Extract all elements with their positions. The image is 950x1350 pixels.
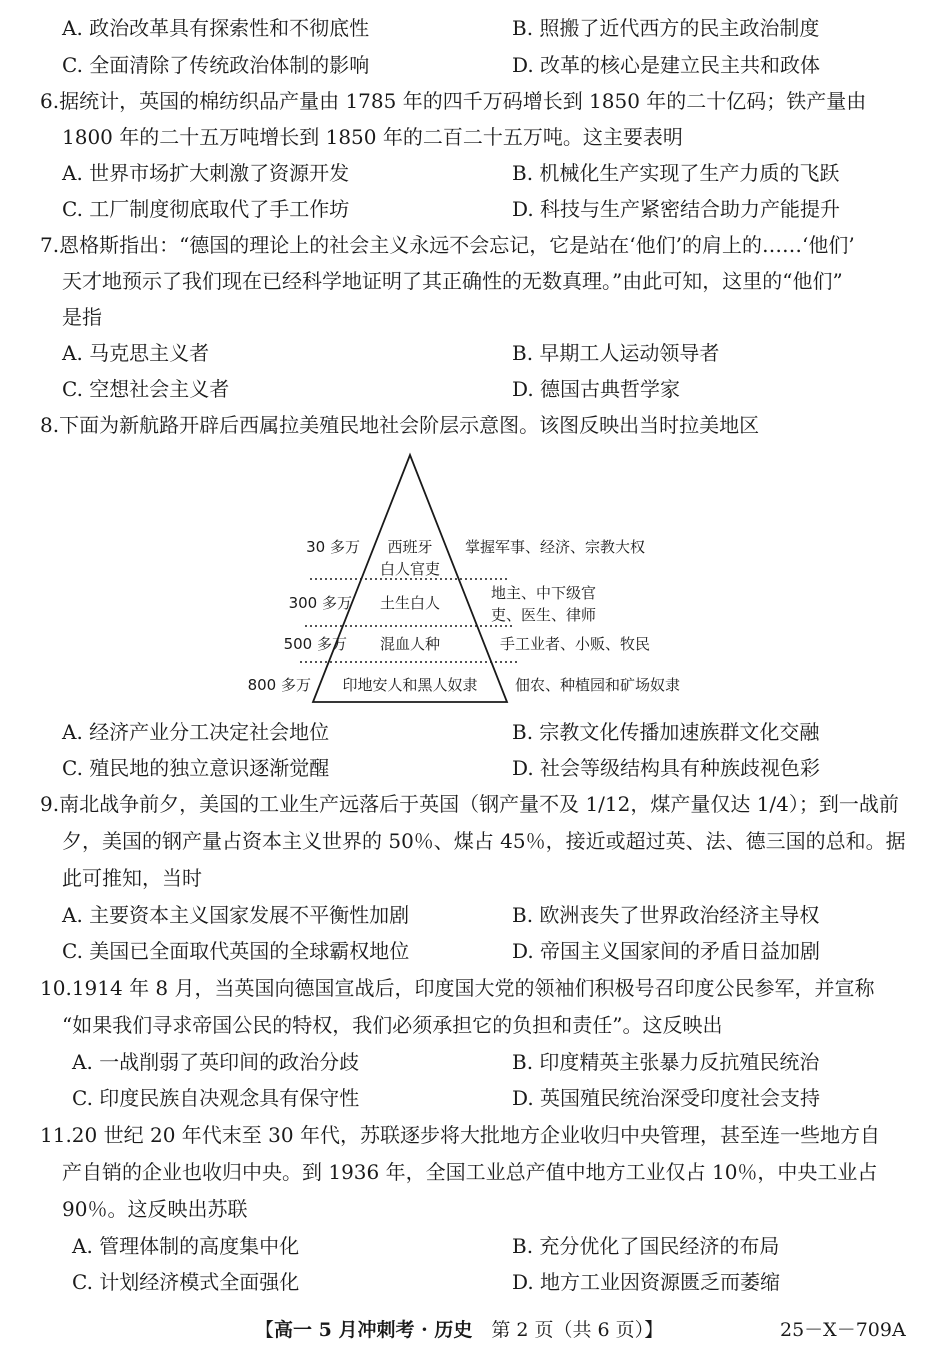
q6-option-d: D. 科技与生产紧密结合助力产能提升: [512, 197, 841, 221]
tier-3-group: 混血人种: [379, 635, 441, 653]
page-footer: [255, 1317, 663, 1343]
q10-option-a: A. 一战削弱了英印间的政治分歧: [72, 1050, 360, 1074]
q7-stem-line-3: 是指: [62, 305, 102, 329]
q10-stem-line-1: 10.1914 年 8 月，当英国向德国宣战后，印度国大党的领袖们积极号召印度公民参军，并宣称: [40, 976, 875, 1000]
q9-option-c: C. 美国已全面取代英国的全球霸权地位: [62, 939, 410, 963]
q7-option-b: B. 早期工人运动领导者: [512, 341, 720, 365]
q5-option-d: D. 改革的核心是建立民主共和政体: [512, 53, 821, 77]
q9-stem-line-1: 9.南北战争前夕，美国的工业生产远落后于英国（钢产量不及 1/12，煤产量仅达 1/4）；到一战前: [40, 792, 899, 816]
q6-stem-line-1: 6.据统计，英国的棉纺织品产量由 1785 年的四千万码增长到 1850 年的二十亿码；铁产量由: [40, 89, 867, 113]
q9-stem-line-3: 此可推知，当时: [62, 866, 202, 890]
tier-2-role-line-2: 吏、医生、律师: [491, 606, 597, 624]
tier-3-population: 500 多万: [283, 635, 347, 653]
social-hierarchy-pyramid-diagram: [245, 450, 705, 710]
tier-1-population: 30 多万: [306, 538, 360, 556]
tier-2-group: 土生白人: [379, 594, 441, 612]
q9-option-d: D. 帝国主义国家间的矛盾日益加剧: [512, 939, 821, 963]
q9-stem-line-2: 夕，美国的钢产量占资本主义世界的 50％、煤占 45％，接近或超过英、法、德三国的总和。据: [62, 829, 906, 853]
q11-stem-line-2: 产自销的企业也收归中央。到 1936 年，全国工业总产值中地方工业仅占 10％，中央工业占: [62, 1160, 878, 1184]
q9-option-b: B. 欧洲丧失了世界政治经济主导权: [512, 903, 820, 927]
q10-option-b: B. 印度精英主张暴力反抗殖民统治: [512, 1050, 820, 1074]
q7-stem-line-2: 天才地预示了我们现在已经科学地证明了其正确性的无数真理。”由此可知，这里的“他们”: [62, 269, 843, 293]
q6-option-a: A. 世界市场扩大刺激了资源开发: [62, 161, 350, 185]
q10-option-d: D. 英国殖民统治深受印度社会支持: [512, 1086, 821, 1110]
tier-2-population: 300 多万: [288, 594, 352, 612]
q11-option-c: C. 计划经济模式全面强化: [72, 1270, 300, 1294]
q8-option-c: C. 殖民地的独立意识逐渐觉醒: [62, 756, 330, 780]
q7-stem-line-1: 7.恩格斯指出：“德国的理论上的社会主义永远不会忘记，它是站在‘他们’的肩上的……‘他们’: [40, 233, 855, 257]
footer-bracket-open: 【: [255, 1319, 275, 1341]
q7-option-d: D. 德国古典哲学家: [512, 377, 681, 401]
q8-option-a: A. 经济产业分工决定社会地位: [62, 720, 330, 744]
q11-stem-line-3: 90％。这反映出苏联: [62, 1197, 248, 1221]
q10-stem-line-2: “如果我们寻求帝国公民的特权，我们必须承担它的负担和责任”。这反映出: [62, 1013, 723, 1037]
q6-option-b: B. 机械化生产实现了生产力质的飞跃: [512, 161, 840, 185]
q7-option-a: A. 马克思主义者: [62, 341, 210, 365]
tier-4-population: 800 多万: [247, 676, 311, 694]
footer-dot: ·: [414, 1319, 435, 1341]
q5-option-c: C. 全面清除了传统政治体制的影响: [62, 53, 370, 77]
tier-1-role-line-1: 掌握军事、经济、宗教大权: [465, 538, 646, 556]
q7-option-c: C. 空想社会主义者: [62, 377, 230, 401]
q9-option-a: A. 主要资本主义国家发展不平衡性加剧: [62, 903, 410, 927]
footer-exam-name: 高一 5 月冲刺考: [274, 1319, 415, 1341]
q10-option-c: C. 印度民族自决观念具有保守性: [72, 1086, 360, 1110]
tier-2-role-line-1: 地主、中下级官: [491, 584, 597, 602]
footer-exam-code: 25－X－709A: [780, 1319, 906, 1341]
q11-stem-line-1: 11.20 世纪 20 年代末至 30 年代，苏联逐步将大批地方企业收归中央管理，甚至连一些地方自: [40, 1123, 880, 1147]
q8-option-b: B. 宗教文化传播加速族群文化交融: [512, 720, 820, 744]
q8-stem-line-1: 8.下面为新航路开辟后西属拉美殖民地社会阶层示意图。该图反映出当时拉美地区: [40, 413, 760, 437]
q5-option-b: B. 照搬了近代西方的民主政治制度: [512, 16, 820, 40]
footer-subject: 历史: [434, 1319, 473, 1341]
q11-option-a: A. 管理体制的高度集中化: [72, 1234, 300, 1258]
tier-4-group: 印地安人和黑人奴隶: [342, 676, 478, 694]
q11-option-d: D. 地方工业因资源匮乏而萎缩: [512, 1270, 781, 1294]
q6-option-c: C. 工厂制度彻底取代了手工作坊: [62, 197, 350, 221]
q6-stem-line-2: 1800 年的二十五万吨增长到 1850 年的二百二十五万吨。这主要表明: [62, 125, 683, 149]
footer-page-number: 第 2 页（共 6 页）: [472, 1319, 645, 1341]
q11-option-b: B. 充分优化了国民经济的布局: [512, 1234, 780, 1258]
tier-3-role: 手工业者、小贩、牧民: [500, 635, 651, 653]
q5-option-a: A. 政治改革具有探索性和不彻底性: [62, 16, 370, 40]
tier-4-role: 佃农、种植园和矿场奴隶: [515, 676, 681, 694]
tier-1-group-line-2: 白人官吏: [379, 560, 441, 578]
tier-1-group-line-1: 西班牙: [387, 538, 433, 556]
footer-bracket-close: 】: [644, 1319, 664, 1341]
q8-option-d: D. 社会等级结构具有种族歧视色彩: [512, 756, 821, 780]
